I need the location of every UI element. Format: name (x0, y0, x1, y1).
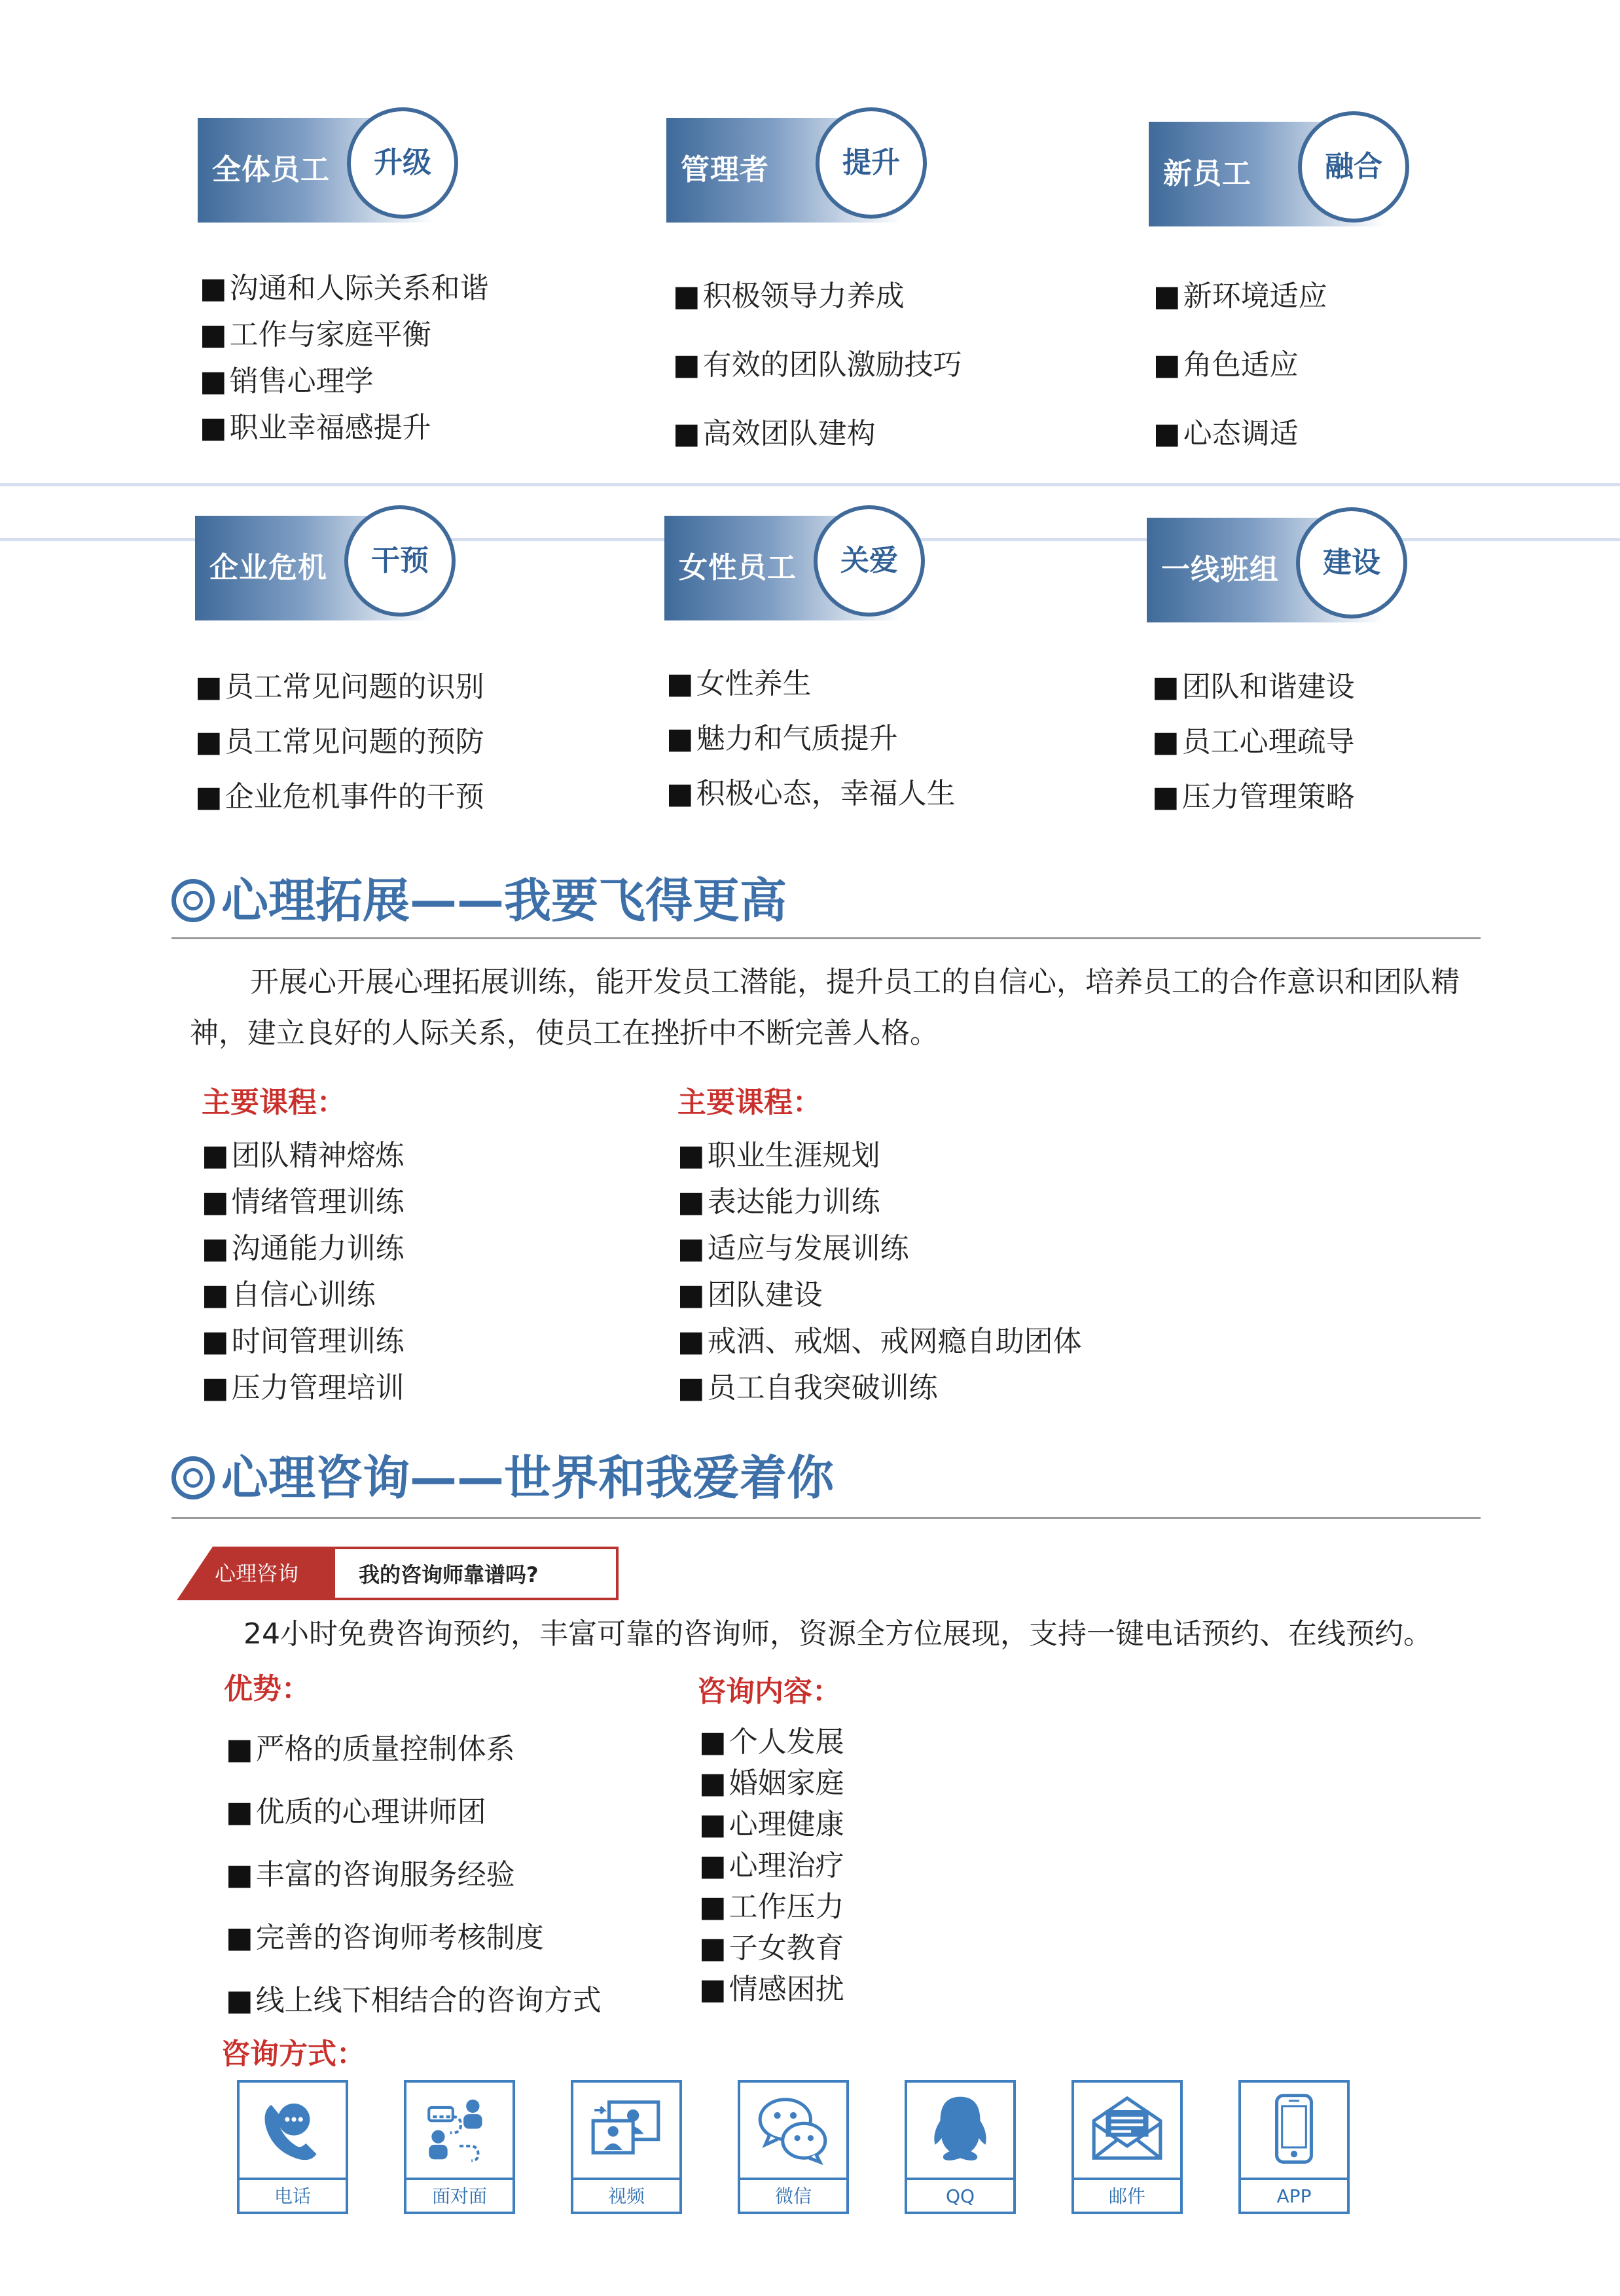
list-item: ■ 丰富的咨询服务经验 (226, 1844, 602, 1907)
list-item: ■ 员工自我突破训练 (677, 1365, 1082, 1411)
list-item: ■ 婚姻家庭 (699, 1763, 844, 1804)
list-item: ■ 团队建设 (677, 1272, 1082, 1318)
contents-list (699, 1721, 844, 2010)
list-item: ■ 心理健康 (699, 1804, 844, 1845)
list-item: ■ 个人发展 (699, 1721, 844, 1763)
badge-bar-label: 一线班组 (1161, 553, 1279, 586)
list-item: ■ 子女教育 (699, 1928, 844, 1969)
list-item: ■ 员工常见问题的预防 (195, 715, 484, 770)
badge-circle-label: 关爱 (814, 505, 925, 617)
list-item: ■ 心态调适 (1153, 399, 1327, 468)
courses-list-left (202, 1132, 405, 1411)
badge-circle-label: 干预 (344, 505, 456, 617)
list-item: ■ 员工心理疏导 (1152, 715, 1355, 770)
courses-label-right: 主要课程： (677, 1086, 821, 1119)
badge-bar-label: 新员工 (1163, 157, 1251, 190)
list-item: ■ 压力管理培训 (202, 1365, 405, 1411)
list-item: ■ 积极心态，幸福人生 (666, 766, 956, 821)
list-managers (673, 262, 962, 468)
list-item: ■ 高效团队建构 (673, 399, 962, 468)
consult-intro: 24小时免费咨询预约，丰富可靠的咨询师，资源全方位展现，支持一键电话预约、在线预约。 (243, 1617, 1432, 1651)
methods-label: 咨询方式： (221, 2037, 365, 2071)
badge-female-staff (664, 505, 939, 636)
method-label: 邮件 (1074, 2178, 1180, 2212)
list-item: ■ 积极领导力养成 (673, 262, 962, 331)
qq-icon (920, 2089, 1000, 2171)
list-item: ■ 戒洒、戒烟、戒网瘾自助团体 (677, 1318, 1082, 1365)
badge-bar-label: 全体员工 (212, 153, 330, 187)
method-wechat[interactable] (738, 2080, 849, 2214)
list-item: ■ 沟通和人际关系和谐 (200, 265, 489, 312)
list-item: ■ 工作压力 (699, 1886, 844, 1928)
badge-crisis (195, 505, 470, 636)
list-item: ■ 自信心训练 (202, 1272, 405, 1318)
section-title-consult: 心理咨询——世界和我爱着你 (171, 1440, 834, 1508)
advantages-list (226, 1718, 602, 2032)
list-female-staff (666, 656, 956, 821)
expansion-paragraph: 开展心开展心理拓展训练，能开发员工潜能，提升员工的自信心，培养员工的合作意识和团队精神，建立良好的人际关系，使员工在挫折中不断完善人格。 (190, 965, 1460, 1050)
badge-circle-label: 融合 (1298, 111, 1409, 223)
method-label: QQ (907, 2178, 1013, 2212)
method-label: APP (1241, 2178, 1347, 2212)
list-item: ■ 严格的质量控制体系 (226, 1718, 602, 1781)
list-item: ■ 情绪管理训练 (202, 1179, 405, 1225)
method-video[interactable] (571, 2080, 682, 2214)
wechat-icon (753, 2089, 833, 2171)
section-rule (171, 1517, 1481, 1519)
section-title-expansion: 心理拓展——我要飞得更高 (171, 863, 787, 931)
courses-list-right (677, 1132, 1082, 1411)
method-label: 微信 (740, 2178, 846, 2212)
badge-bar-label: 管理者 (681, 153, 769, 187)
method-mail[interactable] (1071, 2080, 1183, 2214)
badge-new-staff (1149, 111, 1424, 242)
double-circle-icon (171, 879, 215, 922)
badge-bar-label: 企业危机 (209, 551, 327, 584)
list-item: ■ 销售心理学 (200, 358, 489, 404)
badge-circle-label: 升级 (347, 107, 458, 219)
badge-managers (666, 107, 941, 238)
list-item: ■ 线上线下相结合的咨询方式 (226, 1969, 602, 2032)
badge-bar-label: 女性员工 (679, 551, 797, 584)
phone-icon (253, 2089, 333, 2171)
list-item: ■ 心理治疗 (699, 1845, 844, 1886)
method-face-to-face[interactable] (404, 2080, 515, 2214)
badge-all-staff (198, 107, 473, 238)
face-to-face-icon (420, 2089, 499, 2171)
list-frontline (1152, 660, 1355, 825)
method-label: 电话 (240, 2178, 346, 2212)
divider-line (0, 483, 1620, 486)
contents-label: 咨询内容： (697, 1675, 841, 1708)
consult-tag (177, 1547, 619, 1600)
method-phone[interactable] (237, 2080, 348, 2214)
method-qq[interactable] (905, 2080, 1016, 2214)
list-item: ■ 完善的咨询师考核制度 (226, 1907, 602, 1969)
video-icon (586, 2089, 666, 2171)
consult-tag-question: 我的咨询师靠谱吗? (359, 1562, 539, 1587)
list-item: ■ 女性养生 (666, 656, 956, 711)
badge-circle-label: 提升 (816, 107, 927, 219)
list-item: ■ 团队和谐建设 (1152, 660, 1355, 715)
list-item: ■ 沟通能力训练 (202, 1225, 405, 1272)
method-app[interactable] (1238, 2080, 1350, 2214)
list-item: ■ 时间管理训练 (202, 1318, 405, 1365)
mail-icon (1087, 2089, 1167, 2171)
list-item: ■ 情感困扰 (699, 1969, 844, 2010)
double-circle-icon (171, 1456, 215, 1499)
list-item: ■ 职业生涯规划 (677, 1132, 1082, 1179)
list-item: ■ 优质的心理讲师团 (226, 1781, 602, 1844)
list-new-staff (1153, 262, 1327, 468)
list-item: ■ 有效的团队激励技巧 (673, 331, 962, 399)
method-label: 面对面 (406, 2178, 513, 2212)
list-item: ■ 魅力和气质提升 (666, 711, 956, 766)
consult-tag-label: 心理咨询 (215, 1561, 299, 1586)
list-item: ■ 新环境适应 (1153, 262, 1327, 331)
section-rule (171, 937, 1481, 939)
method-label: 视频 (573, 2178, 679, 2212)
list-item: ■ 团队精神熔炼 (202, 1132, 405, 1179)
list-item: ■ 职业幸福感提升 (200, 404, 489, 451)
list-item: ■ 角色适应 (1153, 331, 1327, 399)
list-item: ■ 适应与发展训练 (677, 1225, 1082, 1272)
list-item: ■ 企业危机事件的干预 (195, 770, 484, 825)
courses-label-left: 主要课程： (202, 1086, 346, 1119)
list-all-staff (200, 265, 489, 451)
list-item: ■ 表达能力训练 (677, 1179, 1082, 1225)
badge-circle-label: 建设 (1296, 507, 1407, 619)
list-item: ■ 工作与家庭平衡 (200, 312, 489, 358)
list-item: ■ 员工常见问题的识别 (195, 660, 484, 715)
list-crisis (195, 660, 484, 825)
app-icon (1254, 2089, 1334, 2171)
list-item: ■ 压力管理策略 (1152, 770, 1355, 825)
badge-frontline (1147, 507, 1422, 638)
advantages-label: 优势： (224, 1672, 310, 1706)
